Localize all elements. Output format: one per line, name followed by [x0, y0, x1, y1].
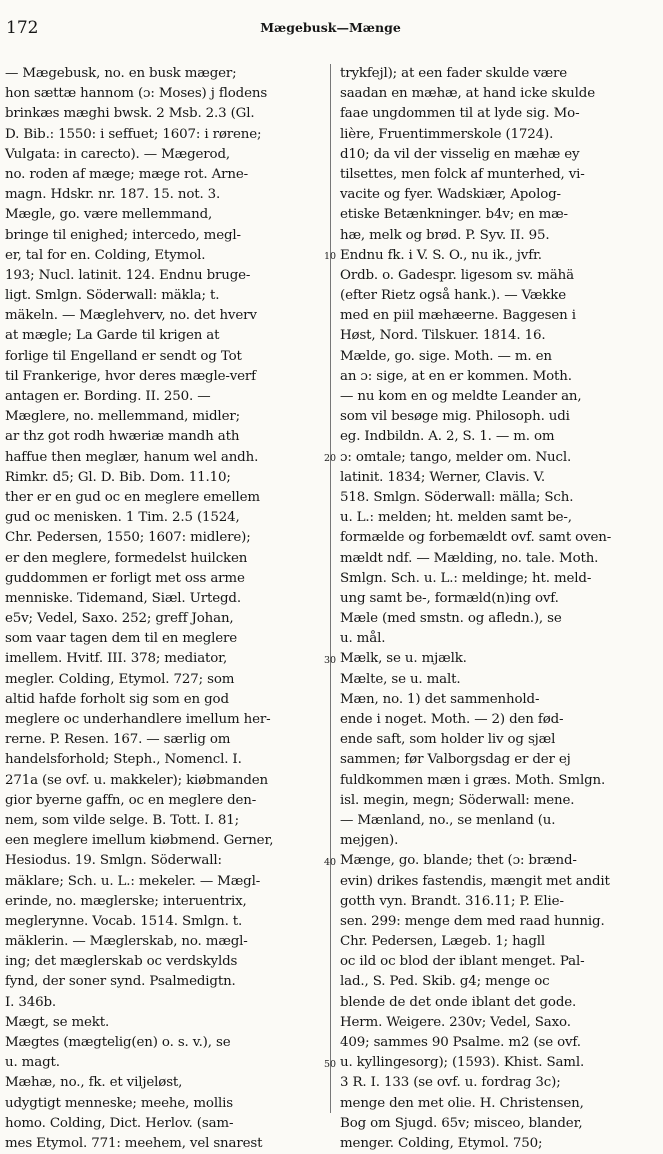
text-line: ing; det mæglerskab oc verdskylds [5, 954, 238, 970]
text-line: Mæn, no. 1) det sammenhold- [340, 691, 540, 707]
text-line: blende de det onde iblant det gode. [340, 994, 577, 1010]
text-line: eg. Indbildn. A. 2, S. 1. — m. om [340, 429, 555, 445]
text-line: (efter Rietz også hank.). — Vække [340, 288, 567, 304]
text-line: menniske. Tidemand, Siæl. Urtegd. [5, 590, 241, 606]
text-line: 193; Nucl. latinit. 124. Endnu bruge- [5, 267, 251, 283]
text-line: formælde og forbemældt ovf. samt oven- [340, 530, 612, 546]
text-line: gior byerne gaffn, oc en meglere den- [5, 792, 257, 808]
text-line: sammen; før Valborgsdag er der ej [340, 752, 571, 768]
text-line: forlige til Engelland er sendt og Tot [5, 348, 242, 364]
text-line: nem, som vilde selge. B. Tott. I. 81; [5, 812, 240, 828]
text-line: som vil besøge mig. Philosoph. udi [340, 409, 570, 425]
text-line: Chr. Pedersen, 1550; 1607: midlere); [5, 530, 251, 546]
text-line: brinkæs mæghi bwsk. 2 Msb. 2.3 (Gl. [5, 106, 255, 122]
text-line: antagen er. Bording. II. 250. — [5, 389, 211, 404]
text-line: Mælte, se u. malt. [340, 671, 461, 687]
text-line: een meglere imellum kiøbmend. Gerner, [5, 833, 274, 849]
text-line: rerne. P. Resen. 167. — særlig om [5, 732, 231, 748]
text-line: imellem. Hvitf. III. 378; mediator, [5, 651, 228, 667]
text-line: Høst, Nord. Tilskuer. 1814. 16. [340, 328, 546, 344]
text-line: mäklerin. — Mæglerskab, no. mægl- [5, 934, 248, 950]
text-line: Hesiodus. 19. Smlgn. Söderwall: [5, 853, 222, 869]
text-line: med en piil mæhæerne. Baggesen i [340, 308, 576, 324]
running-head: Mægebusk—Mænge [260, 20, 401, 35]
text-line: Mæglere, no. mellemmand, midler; [5, 409, 240, 425]
text-line: ende i noget. Moth. — 2) den fød- [340, 712, 564, 727]
column-divider [330, 64, 331, 1113]
text-line: faae ungdommen til at lyde sig. Mo- [340, 106, 580, 122]
text-line: Smlgn. Sch. u. L.: meldinge; ht. meld- [340, 570, 592, 586]
text-line: mäkeln. — Mæglehverv, no. det hverv [5, 308, 257, 324]
text-line: menger. Colding, Etymol. 750; [340, 1135, 543, 1151]
text-line: u. L.: melden; ht. melden samt be-, [340, 510, 572, 526]
text-line: evin) drikes fastendis, mængit met andit [340, 873, 610, 889]
text-line: ar thz got rodh hwæriæ mandh ath [5, 429, 240, 445]
text-line: 271a (se ovf. u. makkeler); kiøbmanden [5, 772, 269, 788]
text-line: mes Etymol. 771: meehem, vel snarest [5, 1135, 263, 1151]
text-line: Vulgata: in carecto). — Mægerod, [5, 146, 230, 162]
text-line: er den meglere, formedelst huilcken [5, 550, 248, 566]
text-line: D. Bib.: 1550: i seffuet; 1607: i rørene; [5, 126, 262, 142]
text-line: guddommen er forligt met oss arme [5, 570, 245, 586]
left-column [5, 64, 319, 1151]
text-line: Mælk, se u. mjælk. [340, 651, 467, 667]
text-line: 409; sammes 90 Psalme. m2 (se ovf. [340, 1035, 581, 1050]
text-line: ung samt be-, formæld(n)ing ovf. [340, 590, 559, 606]
text-line: ɔ: omtale; tango, melder om. Nucl. [340, 449, 572, 465]
text-line: lière, Fruentimmerskole (1724). [340, 126, 554, 142]
text-line: hæ, melk og brød. P. Syv. II. 95. [340, 227, 550, 243]
text-line: Mægt, se mekt. [5, 1014, 110, 1030]
text-line: mældt ndf. — Mælding, no. tale. Moth. [340, 550, 599, 566]
text-line: som vaar tagen dem til en meglere [5, 631, 238, 647]
text-line: mäklare; Sch. u. L.: mekeler. — Mægl- [5, 873, 261, 889]
line-marker: 30 [324, 654, 337, 666]
text-line: no. roden af mæge; mæge rot. Arne- [5, 166, 248, 182]
text-line: haffue then meglær, hanum wel andh. [5, 449, 259, 465]
text-line: Endnu fk. i V. S. O., nu ik., jvfr. [340, 247, 542, 263]
text-line: Herm. Weigere. 230v; Vedel, Saxo. [340, 1014, 571, 1030]
text-line: megler. Colding, Etymol. 727; som [5, 671, 235, 687]
text-line: saadan en mæhæ, at hand icke skulde [340, 86, 595, 102]
text-line: mejgen). [340, 833, 399, 849]
text-line: Mælde, go. sige. Moth. — m. en [340, 348, 552, 364]
text-line: gud oc menisken. 1 Tim. 2.5 (1524, [5, 510, 240, 526]
text-line: magn. Hdskr. nr. 187. 15. not. 3. [5, 187, 221, 203]
text-line: u. magt. [5, 1055, 60, 1071]
text-line: meglere oc underhandlere imellum her- [5, 712, 271, 727]
line-marker: 40 [324, 856, 337, 868]
text-line: Mæhæ, no., fk. et viljeløst, [5, 1075, 183, 1091]
text-line: ende saft, som holder liv og sjæl [340, 732, 556, 748]
text-line: Mæle (med smstn. og afledn.), se [340, 611, 562, 627]
text-line: u. kyllingesorg); (1593). Khist. Saml. [340, 1055, 585, 1071]
text-line: d10; da vil der visselig en mæhæ ey [340, 146, 580, 162]
text-line: Mænge, go. blande; thet (ɔ: brænd- [340, 853, 577, 869]
text-line: Ordb. o. Gadespr. ligesom sv. mähä [340, 267, 574, 283]
text-line: udygtigt menneske; meehe, mollis [5, 1095, 233, 1111]
text-line: menge den met olie. H. Christensen, [340, 1095, 584, 1111]
text-line: Rimkr. d5; Gl. D. Bib. Dom. 11.10; [5, 469, 231, 485]
line-marker: 50 [324, 1058, 337, 1070]
text-line: oc ild oc blod der iblant menget. Pal- [340, 954, 585, 970]
text-line: altid hafde forholt sig som en god [5, 691, 229, 707]
text-line: latinit. 1834; Werner, Clavis. V. [340, 469, 545, 485]
text-line: Mægtes (mægtelig(en) o. s. v.), se [5, 1035, 231, 1050]
text-line: — nu kom en og meldte Leander an, [340, 389, 582, 404]
text-line: 518. Smlgn. Söderwall: mälla; Sch. [340, 489, 574, 505]
text-line: an ɔ: sige, at en er kommen. Moth. [340, 368, 572, 384]
text-line: I. 346b. [5, 994, 56, 1010]
text-line: — Mægebusk, no. en busk mæger; [5, 66, 237, 81]
text-line: homo. Colding, Dict. Herlov. (sam- [5, 1115, 234, 1131]
text-line: e5v; Vedel, Saxo. 252; greff Johan, [5, 611, 234, 627]
text-line: vacite og fyer. Wadskiær, Apolog- [340, 187, 561, 203]
text-line: tilsettes, men folck af munterhed, vi- [340, 166, 585, 182]
text-line: isl. megin, megn; Söderwall: mene. [340, 792, 575, 808]
text-line: erinde, no. mæglerske; interuentrix, [5, 893, 247, 909]
text-line: — Mænland, no., se menland (u. [340, 812, 556, 828]
text-line: ligt. Smlgn. Söderwall: mäkla; t. [5, 288, 220, 304]
text-line: etiske Betænkninger. b4v; en mæ- [340, 207, 568, 223]
text-line: meglerynne. Vocab. 1514. Smlgn. t. [5, 913, 243, 929]
text-line: Bog om Sjugd. 65v; misceo, blander, [340, 1115, 583, 1131]
text-line: gotth vyn. Brandt. 316.11; P. Elie- [340, 893, 564, 909]
text-line: bringe til enighed; intercedo, megl- [5, 227, 241, 243]
text-line: handelsforhold; Steph., Nomencl. I. [5, 752, 242, 768]
page-number: 172 [6, 18, 39, 38]
text-line: u. mål. [340, 631, 386, 647]
text-line: Chr. Pedersen, Lægeb. 1; hagll [340, 934, 546, 950]
text-line: fynd, der soner synd. Psalmedigtn. [5, 974, 236, 990]
text-line: hon sættæ hannom (ɔ: Moses) j flodens [5, 86, 268, 102]
text-line: Mægle, go. være mellemmand, [5, 207, 213, 223]
text-line: 3 R. I. 133 (se ovf. u. fordrag 3c); [340, 1075, 561, 1091]
line-marker: 20 [324, 452, 337, 464]
text-line: ther er en gud oc en meglere emellem [5, 489, 260, 505]
line-marker: 10 [324, 250, 337, 262]
page-header [6, 18, 655, 44]
right-column [340, 64, 658, 1151]
text-line: til Frankerige, hvor deres mægle-verf [5, 368, 256, 384]
text-line: trykfejl); at een fader skulde være [340, 66, 568, 81]
text-line: sen. 299: menge dem med raad hunnig. [340, 913, 605, 929]
text-line: er, tal for en. Colding, Etymol. [5, 247, 206, 263]
text-line: fuldkommen mæn i græs. Moth. Smlgn. [340, 772, 606, 788]
text-line: at mægle; La Garde til krigen at [5, 328, 220, 344]
text-line: lad., S. Ped. Skib. g4; menge oc [340, 974, 550, 990]
